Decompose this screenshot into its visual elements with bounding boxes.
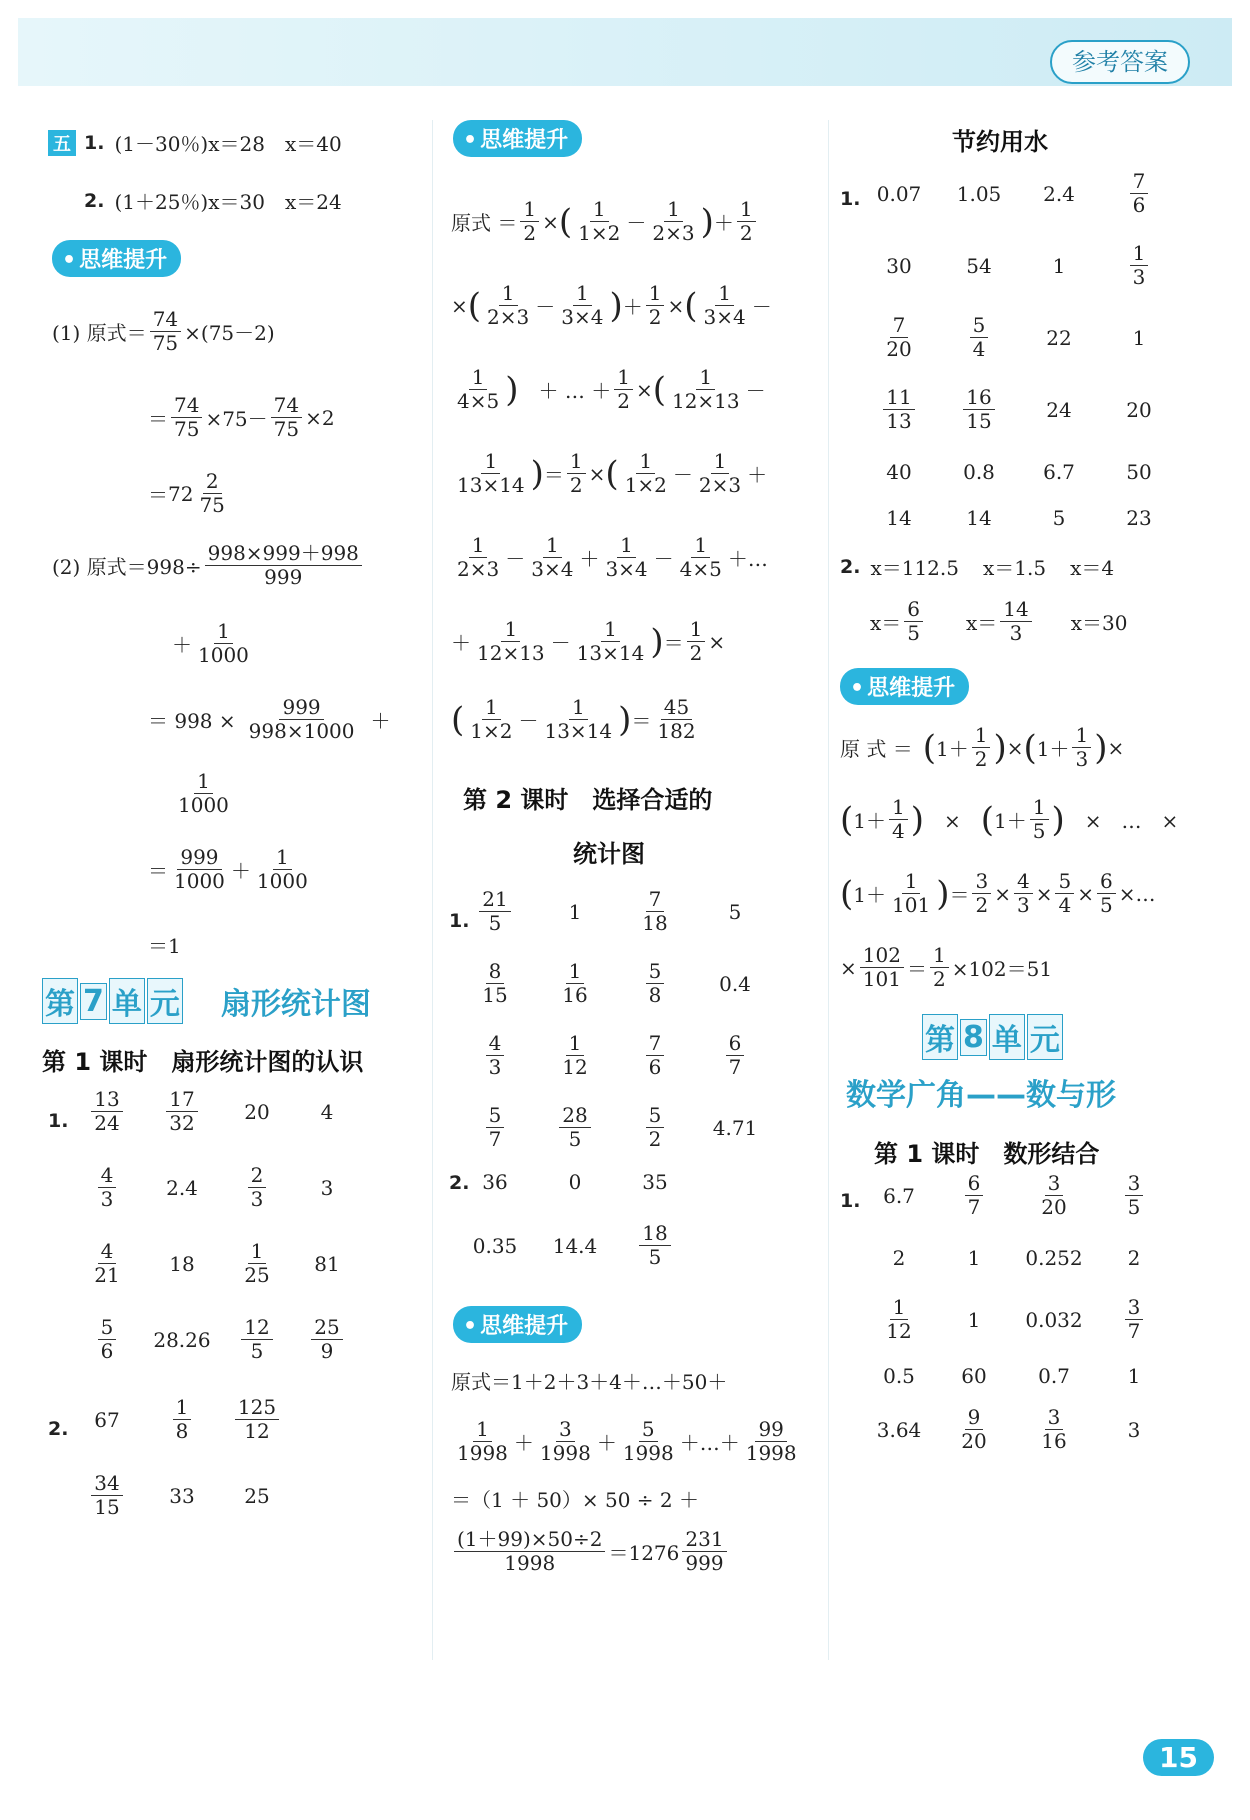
sum-line: 原式＝1＋2＋3＋4＋…＋50＋ [451, 1370, 728, 1394]
unit7-heading: 第 7 单 元 扇形统计图 [42, 978, 371, 1024]
part2-line1: (2) 原式＝998÷ $\frac{998\times 999+998}{999}$ [52, 542, 365, 589]
question-number: 1. [84, 131, 105, 154]
text: (1) 原式＝ [52, 321, 147, 345]
answer-row: 0.07 1.05 2.4 $\frac{7}{6}$ [864, 170, 1184, 217]
part2-line4: $\frac{1}{1000}$ [178, 769, 229, 817]
question-number: 2. [449, 1172, 470, 1194]
expr-line2: × ( $\frac{1}{2\times 3}$ － $\frac{1}{3\times 4}$ ) ＋ $\frac{1}{2}$ × ( $\frac{1}{3\times 4}$ － [451, 281, 772, 329]
answer-row: 3.64 $\frac{9}{20}$ $\frac{3}{16}$ 3 [876, 1405, 1141, 1453]
answer-row: $\frac{11}{13}$ $\frac{16}{15}$ 24 20 [864, 386, 1184, 433]
answer-badge: 参考答案 [1050, 40, 1190, 84]
lesson2-title: 第 2 课时 选择合适的 [463, 786, 713, 814]
thinking-label: • 思维提升 [840, 668, 969, 705]
product-line2: ( 1＋ $\frac{1}{4}$ ) × ( 1＋ $\frac{1}{5}$ ) × … × [840, 795, 1179, 843]
thinking-label: • 思维提升 [453, 120, 582, 157]
answer-row: 30 54 1 $\frac{1}{3}$ [864, 242, 1184, 289]
q2-row2: x＝ $\frac{6}{5}$ x＝ $\frac{14}{3}$ x＝30 [870, 597, 1128, 645]
part2-line3: ＝ 998 × $\frac{999}{998\times 1000}$ ＋ [148, 695, 391, 743]
thinking-label: • 思维提升 [52, 240, 181, 277]
unit8-title: 数学广角——数与形 [846, 1078, 1116, 1113]
answer-row: $\frac{34}{15}$ 33 25 [72, 1472, 292, 1519]
answer-row: 36 0 35 [482, 1170, 668, 1194]
product-line3: ( 1＋ $\frac{1}{101}$ ) ＝ $\frac{3}{2}$ × $\frac{4}{3}$ × $\frac{5}{4}$ × $\frac{6}{5}$ ×… [840, 869, 1156, 917]
column-divider [432, 120, 433, 1660]
section-five-label: 五 [48, 130, 76, 156]
answer-row: $\frac{5}{6}$ 28.26 $\frac{12}{5}$ $\frac{25}{9}$ [72, 1316, 362, 1363]
answer-row: 40 0.8 6.7 50 [886, 460, 1152, 484]
answer-row: 0.35 14.4 $\frac{18}{5}$ [465, 1222, 685, 1269]
answer-row: 6.7 $\frac{6}{7}$ $\frac{3}{20}$ $\frac{3}{5}$ [864, 1172, 1174, 1219]
answer-row: $\frac{4}{21}$ 18 $\frac{1}{25}$ 81 [94, 1239, 340, 1287]
question-number: 1. [840, 188, 861, 210]
part1-line3: ＝ 72 $\frac{2}{75}$ [148, 469, 225, 517]
expr-line6: ＋ $\frac{1}{12\times 13}$ － $\frac{1}{13\times 14}$ ) ＝ $\frac{1}{2}$ × [451, 617, 726, 665]
page-number: 15 [1143, 1739, 1214, 1776]
product-line4: × $\frac{102}{101}$ ＝ $\frac{1}{2}$ ×102＝51 [840, 943, 1053, 991]
q5-1 [48, 128, 342, 157]
answer-row: $\frac{5}{7}$ $\frac{28}{5}$ $\frac{5}{2}$ 4.71 [465, 1104, 785, 1151]
sum-calc: ＝（1 ＋ 50）× 50 ÷ 2 ＋ [451, 1488, 700, 1512]
answer-row: $\frac{21}{5}$ 1 $\frac{7}{18}$ 5 [465, 888, 785, 935]
expr-line7: ( $\frac{1}{1\times 2}$ － $\frac{1}{13\times 14}$ ) ＝ $\frac{45}{182}$ [451, 695, 696, 743]
question-number: 2. [84, 189, 105, 212]
thinking-tag [52, 240, 181, 277]
expr-line3: $\frac{1}{4\times 5}$ ) ＋ … ＋ $\frac{1}{2}$ × ( $\frac{1}{12\times 13}$ － [457, 365, 766, 413]
part1-line1 [52, 308, 275, 355]
question-number: 1. [48, 1110, 69, 1132]
lesson-title: 第 1 课时 数形结合 [874, 1140, 1100, 1168]
answer-row: 14 14 5 23 [886, 506, 1152, 530]
question-number: 1. [449, 910, 470, 932]
lesson1-title: 第 1 课时 扇形统计图的认识 [42, 1048, 364, 1076]
sum-fractions: $\frac{1}{1998}$ ＋ $\frac{3}{1998}$ ＋ $\frac{5}{1998}$ ＋…＋ $\frac{99}{1998}$ [457, 1417, 797, 1465]
fraction: $\frac{74}{75}$ [150, 308, 181, 355]
answer-row: 2 1 0.252 2 [892, 1246, 1141, 1270]
answer-row: $\frac{13}{24}$ $\frac{17}{32}$ 20 4 [72, 1088, 362, 1135]
expr-line4: $\frac{1}{13\times 14}$ ) ＝ $\frac{1}{2}$ × ( $\frac{1}{1\times 2}$ － $\frac{1}{2\times 3}$ ＋ [457, 449, 768, 497]
header-bar [18, 18, 1232, 86]
column-divider [828, 120, 829, 1660]
answer-row: 0.5 60 0.7 1 [883, 1364, 1141, 1388]
part2-line5: ＝ $\frac{999}{1000}$ ＋ $\frac{1}{1000}$ [148, 845, 308, 893]
expr-line1: 原式 ＝ $\frac{1}{2}$ × ( $\frac{1}{1\times 2}$ － $\frac{1}{2\times 3}$ ) ＋ $\frac{1}{2}$ [451, 198, 759, 245]
answer-row: $\frac{1}{12}$ 1 0.032 $\frac{3}{7}$ [864, 1296, 1174, 1343]
answer-row: $\frac{8}{15}$ $\frac{1}{16}$ $\frac{5}{8}$ 0.4 [482, 959, 751, 1007]
unit8-heading: 第 8 单 元 [922, 1014, 1065, 1060]
part1-line2: ＝ $\frac{74}{75}$ ×75－ $\frac{74}{75}$ ×2 [148, 393, 335, 441]
q2-row1: 2. x＝112.5 x＝1.5 x＝4 [840, 555, 1115, 580]
text: ×(75－2) [184, 321, 275, 345]
question-number: 2. [48, 1418, 69, 1440]
thinking-label: • 思维提升 [453, 1306, 582, 1343]
lesson2-title-cont: 统计图 [573, 840, 645, 868]
part2-line2: ＋ $\frac{1}{1000}$ [172, 619, 249, 667]
answer-text: (1－30％)x＝28 x＝40 [114, 132, 342, 156]
sum-result: $\frac{(1+99)\times 50\div 2}{1998}$ ＝1276 $\frac{231}{999}$ [451, 1528, 730, 1575]
answer-text: (1＋25％)x＝30 x＝24 [114, 190, 342, 214]
product-line1: 原 式 ＝ ( 1＋ $\frac{1}{2}$ ) × ( 1＋ $\frac{1}{3}$ ) × [840, 723, 1125, 771]
part2-final: ＝1 [148, 934, 181, 958]
section-title: 节约用水 [952, 128, 1048, 156]
answer-row: 67 $\frac{1}{8}$ $\frac{125}{12}$ [72, 1396, 292, 1443]
q5-2 [84, 186, 342, 215]
answer-row: $\frac{4}{3}$ $\frac{1}{12}$ $\frac{7}{6}$ $\frac{6}{7}$ [465, 1032, 785, 1079]
answer-row: $\frac{7}{20}$ $\frac{5}{4}$ 22 1 [886, 313, 1146, 361]
expr-line5: $\frac{1}{2\times 3}$ － $\frac{1}{3\times 4}$ ＋ $\frac{1}{3\times 4}$ － $\frac{1}{4\times 5}$ ＋… [457, 533, 768, 581]
answer-row: $\frac{4}{3}$ 2.4 $\frac{2}{3}$ 3 [72, 1164, 362, 1211]
